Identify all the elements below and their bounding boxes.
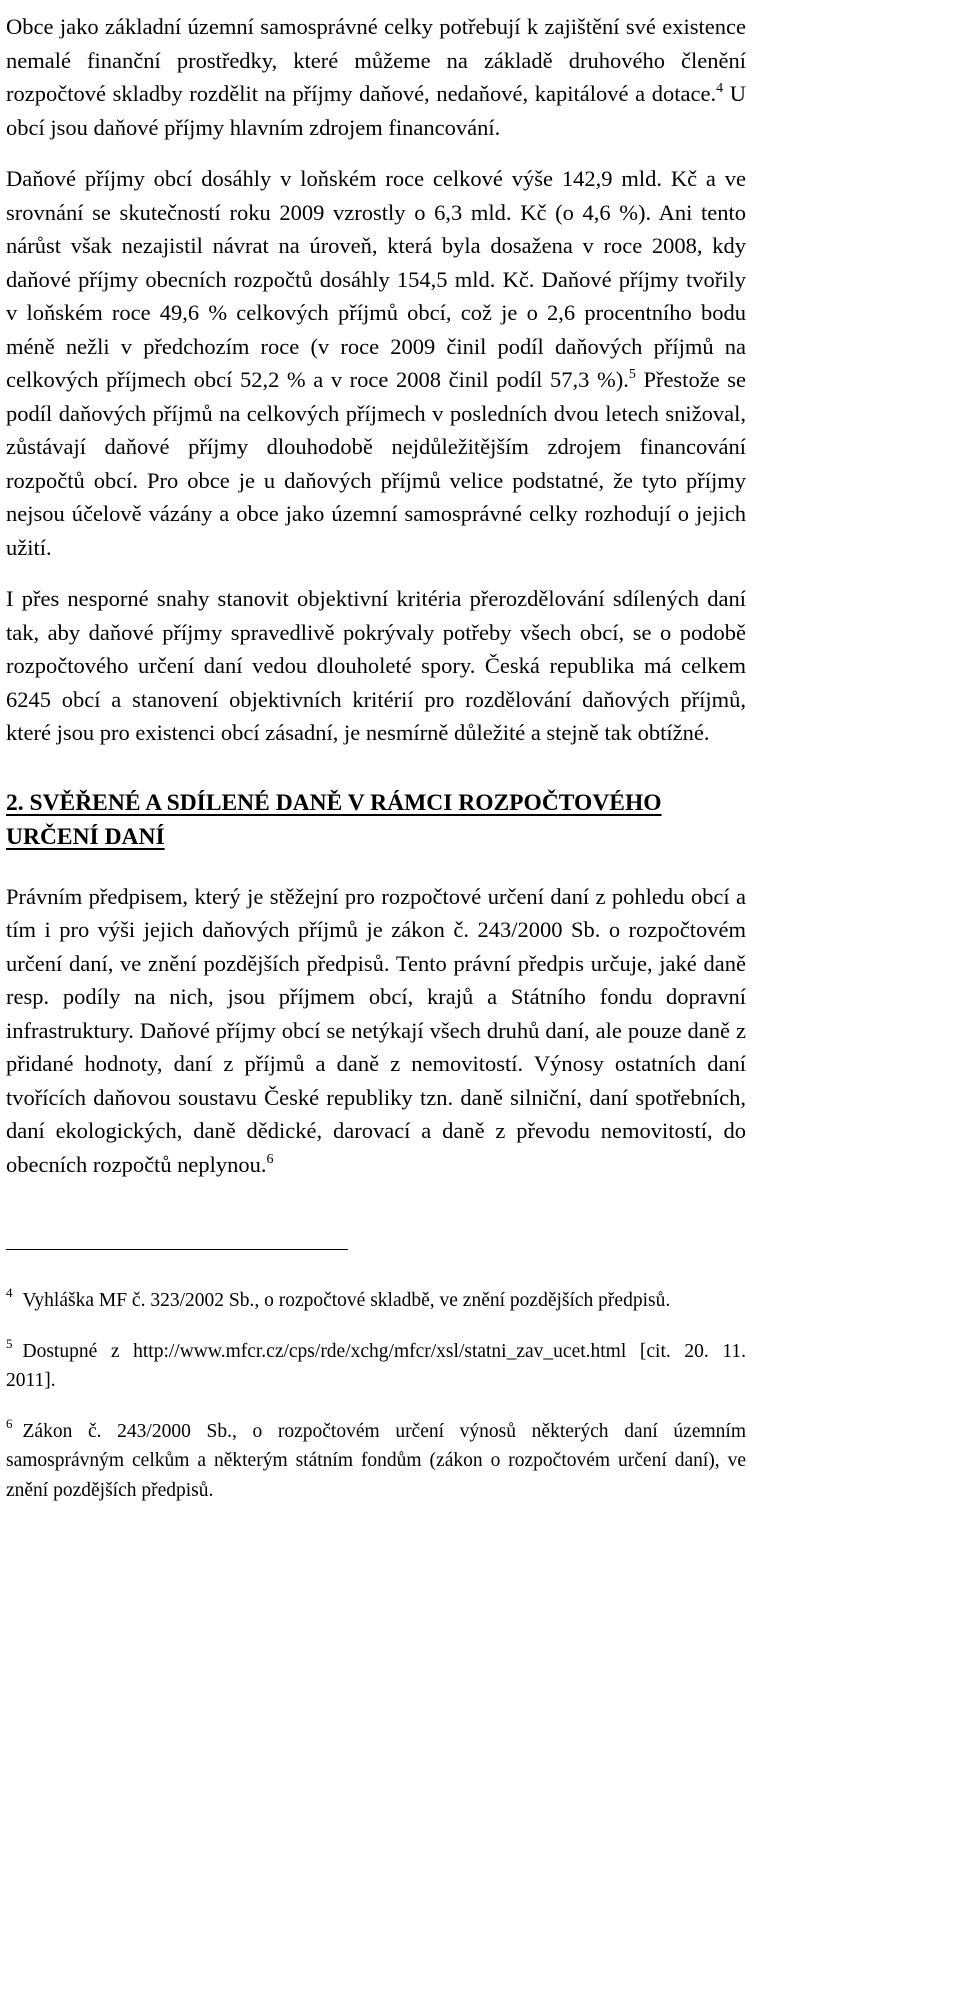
- footnote-5: [6, 1337, 746, 1396]
- footnote-number: 5: [6, 1335, 13, 1351]
- paragraph-redistribution: [6, 582, 746, 750]
- footnote-reference: 4: [716, 81, 724, 96]
- paragraph-text: U obcí jsou daňové příjmy hlavním zdrojem financování.: [6, 81, 746, 140]
- paragraph-legal-basis: [6, 880, 746, 1182]
- paragraph-intro: [6, 10, 746, 144]
- footnote-number: 6: [6, 1415, 13, 1431]
- footnote-reference: 6: [266, 1151, 274, 1167]
- paragraph-text: I přes nesporné snahy stanovit objektivní kritéria přerozdělování sdílených daní tak, aby daňové příjmy spravedlivě pokrývaly potřeby všech obcí, se o podobě rozpočtového určení daní vedou dlouholeté spory. Česká republika má celkem 6245 obcí a stanovení objektivních kritérií pro rozdělování daňových příjmů, které jsou pro existenci obcí zásadní, je nesmírně důležité a stejně tak obtížné.: [6, 586, 746, 745]
- section-heading: 2. SVĚŘENÉ A SDÍLENÉ DANĚ V RÁMCI ROZPOČTOVÉHO URČENÍ DANÍ: [6, 789, 662, 850]
- footnote-6: [6, 1417, 746, 1506]
- footnote-number: 4: [6, 1285, 13, 1300]
- footnote-text: Zákon č. 243/2000 Sb., o rozpočtovém určení výnosů některých daní územním samosprávným celkům a některým státním fondům (zákon o rozpočtovém určení daní), ve znění pozdějších předpisů.: [6, 1420, 746, 1501]
- paragraph-text: Přestože se podíl daňových příjmů na celkových příjmech v posledních dvou letech snižoval, zůstávají daňové příjmy dlouhodobě nejdůležitějším zdrojem financování rozpočtů obcí. Pro obce je u daňových příjmů velice podstatné, že tyto příjmy nejsou účelově vázány a obce jako územní samosprávné celky rozhodují o jejich užití.: [6, 367, 746, 560]
- paragraph-text: Právním předpisem, který je stěžejní pro rozpočtové určení daní z pohledu obcí a tím i pro výši jejich daňových příjmů je zákon č. 243/2000 Sb. o rozpočtovém určení daní, ve znění pozdějších předpisů. Tento právní předpis určuje, jaké daně resp. podíly na nich, jsou příjmem obcí, krajů a Státního fondu dopravní infrastruktury. Daňové příjmy obcí se netýkají všech druhů daní, ale pouze daně z přidané hodnoty, daní z příjmů a daně z nemovitostí. Výnosy ostatních daní tvořících daňovou soustavu České republiky tzn. daně silniční, daní spotřebních, daní ekologických, daně dědické, darovací a daně z převodu nemovitostí, do obecních rozpočtů neplynou.: [6, 883, 746, 1177]
- document-page: [6, 10, 746, 1526]
- paragraph-text: Obce jako základní územní samosprávné celky potřebují k zajištění své existence nemalé finanční prostředky, které můžeme na základě druhového členění rozpočtové skladby rozdělit na příjmy daňové, nedaňové, kapitálové a dotace.: [6, 14, 746, 106]
- paragraph-tax-revenue: [6, 162, 746, 564]
- footnote-reference: 5: [628, 367, 636, 382]
- footnote-separator: [6, 1249, 348, 1250]
- paragraph-text: Daňové příjmy obcí dosáhly v loňském roce celkové výše 142,9 mld. Kč a ve srovnání se skutečností roku 2009 vzrostly o 6,3 mld. Kč (o 4,6 %). Ani tento nárůst však nezajistil návrat na úroveň, která byla dosažena v roce 2008, kdy daňové příjmy obecních rozpočtů dosáhly 154,5 mld. Kč. Daňové příjmy tvořily v loňském roce 49,6 % celkových příjmů obcí, což je o 2,6 procentního bodu méně nežli v předchozím roce (v roce 2009 činil podíl daňových příjmů na celkových příjmech obcí 52,2 % a v roce 2008 činil podíl 57,3 %).: [6, 166, 746, 392]
- footnote-text: Vyhláška MF č. 323/2002 Sb., o rozpočtové skladbě, ve znění pozdějších předpisů.: [22, 1290, 671, 1311]
- footnotes-section: [6, 1286, 746, 1505]
- footnote-4: [6, 1286, 746, 1316]
- footnote-text: Dostupné z http://www.mfcr.cz/cps/rde/xchg/mfcr/xsl/statni_zav_ucet.html [cit. 20. 11. 2011].: [6, 1340, 746, 1391]
